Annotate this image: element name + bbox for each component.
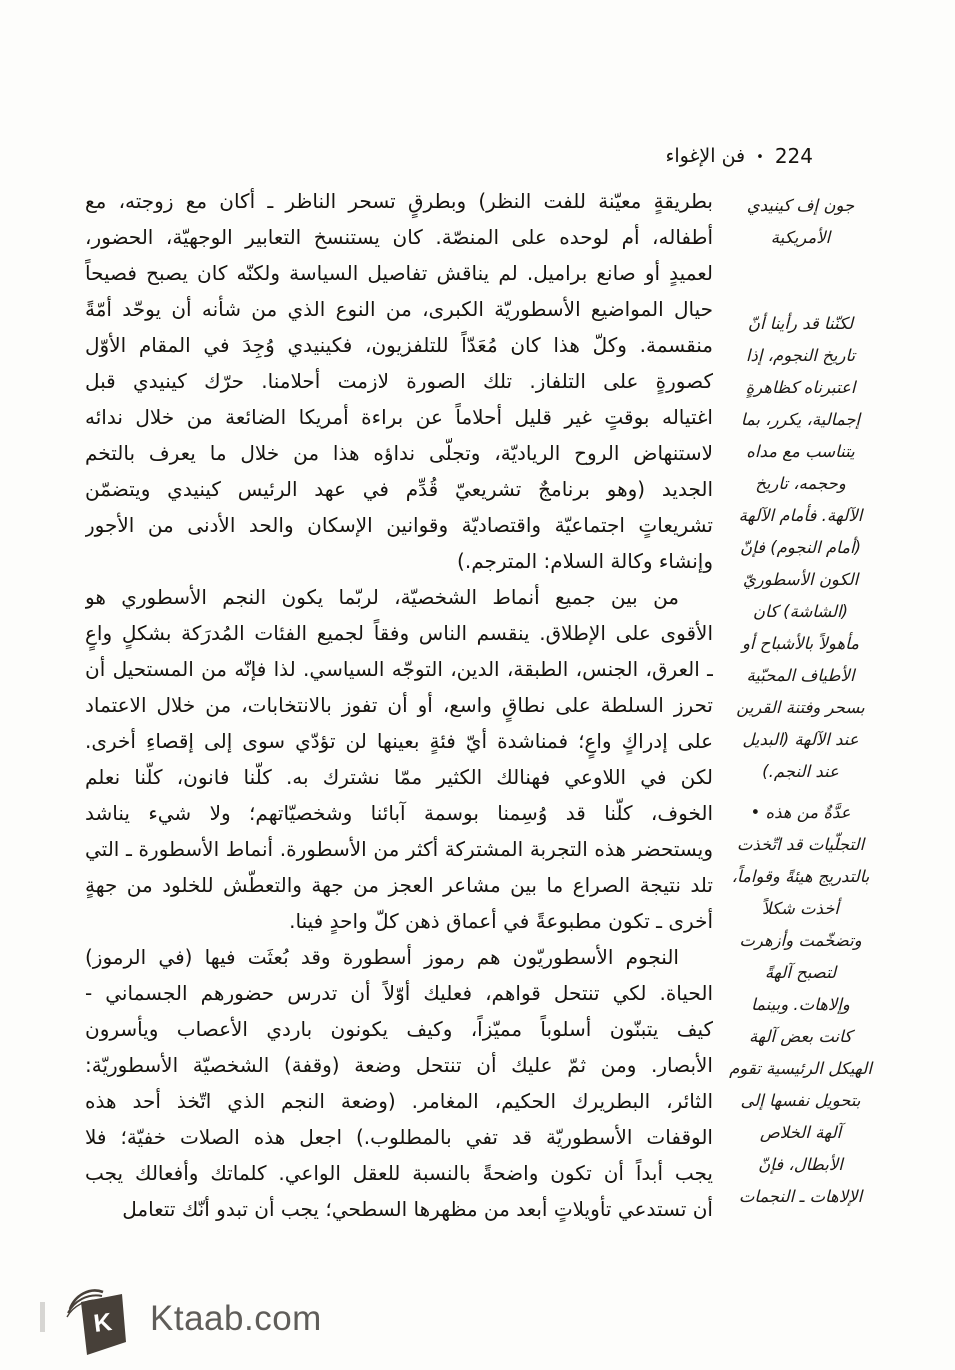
main-text-line: أن تستدعي تأويلاتٍ أبعد من مظهرها السطحي؛ يجب أن تبدو أنّك تتعامل (122, 1197, 713, 1221)
margin-note-line: عند الآلهة (البديل (742, 730, 859, 749)
margin-note-block (723, 308, 878, 788)
main-text-line: منقسمة. وكلّ هذا كان مُعَدّاً للتلفزيون، فكينيدي وُجِدَ في المقام الأوّل (85, 333, 713, 357)
margin-note-line: اعتبرناه كظاهرةٍ (745, 378, 856, 397)
main-text-line: الأبصار. ومن ثمّ عليك أن تنتحل وضعة (وقفة) الشخصيّة الأسطوريّة: (85, 1053, 713, 1077)
page-number: 224 (774, 144, 813, 168)
margin-note-line: وتضخّمت وأزهرت (739, 931, 862, 950)
ktaab-logo-text: Ktaab.com (150, 1299, 322, 1338)
main-text-line: لكن في اللاوعي فهنالك الكثير ممّا نشترك به. كلّنا فانون، كلّنا نعلم (85, 765, 713, 789)
margin-note-line: أخذت شكلاً (761, 899, 839, 918)
margin-note-line: وإلاهات. وبينما (751, 995, 850, 1014)
main-text-line: الخوف، كلّنا قد وُسِمنا بوسمة آبائنا وشخصيّاتهم؛ ولا شيء يناشد (85, 801, 713, 825)
ktaab-logo (60, 1283, 322, 1355)
margin-note-line: الكون الأسطوريّ (742, 570, 859, 589)
margin-note-line: بالتدريج هيئةً وقواماً، (731, 867, 870, 886)
main-text-line: ـ العرق، الجنس، الطبقة، الدين، التوجّه السياسي. لذا فإنّه من المستحيل أن (85, 657, 713, 681)
main-text-line: الثائر، البطريرك الحكيم، المغامر. (وضعة النجم الذي اتّخذ أحد هذه (85, 1089, 713, 1113)
paragraph (85, 183, 713, 579)
separator-dot-icon: • (756, 149, 764, 165)
margin-note-line: لكنّنا قد رأينا أنّ (747, 314, 854, 333)
margin-note-line: عدَّةٌ من هذه • (750, 803, 851, 822)
margin-note-line: آلهة الخلاص (759, 1123, 842, 1142)
main-text-line: حيال المواضيع الأسطوريّة الكبرى، من النوع الذي من شأنه أن يوحّد أمّةً (85, 297, 713, 321)
book-title: فن الإغواء (665, 145, 746, 167)
main-text-line: يجب أبداً أن تكون واضحةً بالنسبة للعقل الواعي. كلماتك وأفعالك يجب (85, 1161, 713, 1185)
margin-note-line: يتناسب مع مداه (746, 442, 855, 461)
page-edge-mark (40, 1302, 45, 1332)
main-text-line: لعميدٍ أو صانع براميل. لم يناقش تفاصيل السياسة ولكنّه كان يصبح فصيحاً (85, 261, 713, 285)
main-text-line: النجوم الأسطوريّون هم رموز أسطورة وقد بُعثَت فيها (في الرموز) (85, 945, 679, 969)
margin-note-block (723, 797, 878, 1213)
main-text-column (85, 183, 713, 1227)
main-text-line: أخرى ـ تكون مطبوعةً في أعماق ذهن كلّ واحدٍ فينا. (289, 909, 713, 933)
margin-note-line: الهيكل الرئيسية تقوم (729, 1059, 872, 1078)
margin-note-line: وحجمه، تاريخ (755, 474, 846, 493)
main-text-line: اغتياله بوقتٍ غير قليل أحلاماً عن براءة أمريكا الضائعة من خلال ندائه (85, 405, 713, 429)
main-text-line: أطفاله، أم لوحده على المنصّة. كان يستنسخ التعابير الوجهيّة، الحضور، (85, 225, 713, 249)
svg-text:K: K (92, 1308, 114, 1339)
main-text-line: الوقفات الأسطوريّة قد تفي بالمطلوب.) اجعل هذه الصلات خفيّة؛ فلا (85, 1125, 713, 1149)
margin-note-line: كانت بعض آلهة (749, 1027, 852, 1046)
margin-note-line: الإلاهات ـ النجمات (738, 1187, 863, 1206)
margin-note-line: تاريخ النجوم، إذا (745, 346, 856, 365)
main-text-line: كيف يتبنّون أسلوباً مميّزاً، وكيف يكونون باردي الأعصاب ويأسرون (85, 1017, 713, 1041)
main-text-line: لاستنهاض الروح الرياديّة، وتجلّى نداؤه هذا من خلال ما يعرف بالتخم (85, 441, 713, 465)
margin-note-block (723, 190, 878, 254)
main-text-line: الجديد (وهو برنامجٌ تشريعيّ قُدِّم في عهد الرئيس كينيدي ويتضمّن (85, 477, 713, 501)
main-text-line: تحرز السلطة على نطاقٍ واسع، أو أن تفوز بالانتخابات، من خلال الاعتماد (85, 693, 713, 717)
margin-note-line: جون إف كينيدي (746, 196, 855, 215)
main-text-line: تلد نتيجة الصراع ما بين مشاعر العجز من جهة والتعطّش للخلود من جهةٍ (85, 873, 713, 897)
main-text-line: من بين جميع أنماط الشخصيّة، لربّما يكون النجم الأسطوري هو (85, 585, 679, 609)
main-text-line: على إدراكٍ واعٍ؛ فمناشدة أيّ فئةٍ بعينها لن تؤدّي سوى إلى إقصاءِ أخرى. (85, 729, 713, 753)
paragraph (85, 579, 713, 939)
margin-note-line: (أمام النجوم) فإنّ (739, 538, 862, 557)
margin-note-line: (الشاشة) كان (752, 602, 849, 621)
main-text-line: وإنشاء وكالة السلام: المترجم.) (457, 549, 713, 573)
margin-note-line: بتحويل نفسها إلى (740, 1091, 861, 1110)
margin-note-line: الأطياف المحبّية (746, 666, 855, 685)
margin-note-line: الأبطال، فإنّ (758, 1155, 843, 1174)
margin-note-line: بسحر وفتنة القرين (736, 698, 865, 717)
paragraph (85, 939, 713, 1227)
ktaab-book-icon (60, 1283, 134, 1355)
margin-note-line: عند النجم.) (762, 762, 839, 781)
main-text-line: ويستحضر هذه التجربة المشتركة أكثر من الأسطورة. أنماط الأسطورة ـ التي (85, 837, 713, 861)
main-text-line: بطريقةٍ معيّنة للفت النظر) وبطرقٍ تسحر الناظر ـ أكان مع زوجته، مع (85, 189, 713, 213)
main-text-line: الحياة. لكي تنتحل قواهم، فعليك أوّلاً أن تدرس حضورهم الجسماني - (85, 981, 713, 1005)
margin-note-line: الأمريكية (770, 228, 831, 247)
main-text-line: الأقوى على الإطلاق. ينقسم الناس وفقاً لجميع الفئات المُدرَكة بشكلٍ واعٍ (85, 621, 713, 645)
main-text-line: كصورةٍ على التلفاز. تلك الصورة لازمت أحلامنا. حرّك كينيدي قبل (85, 369, 713, 393)
main-text-line: تشريعاتٍ اجتماعيّة واقتصاديّة وقوانين الإسكان والحد الأدنى من الأجور (85, 513, 713, 537)
margin-note-line: الآلهة. فأمام الآلهة (738, 506, 863, 525)
margin-notes-column (723, 0, 878, 1370)
margin-note-line: التجلّيات قد اتّخذت (736, 835, 865, 854)
margin-note-line: إجمالية، يكرر، بما (740, 410, 861, 429)
margin-note-line: مأهولاً بالأشباح أو (741, 634, 860, 653)
margin-note-line: لتصبح آلهةً (764, 963, 837, 982)
